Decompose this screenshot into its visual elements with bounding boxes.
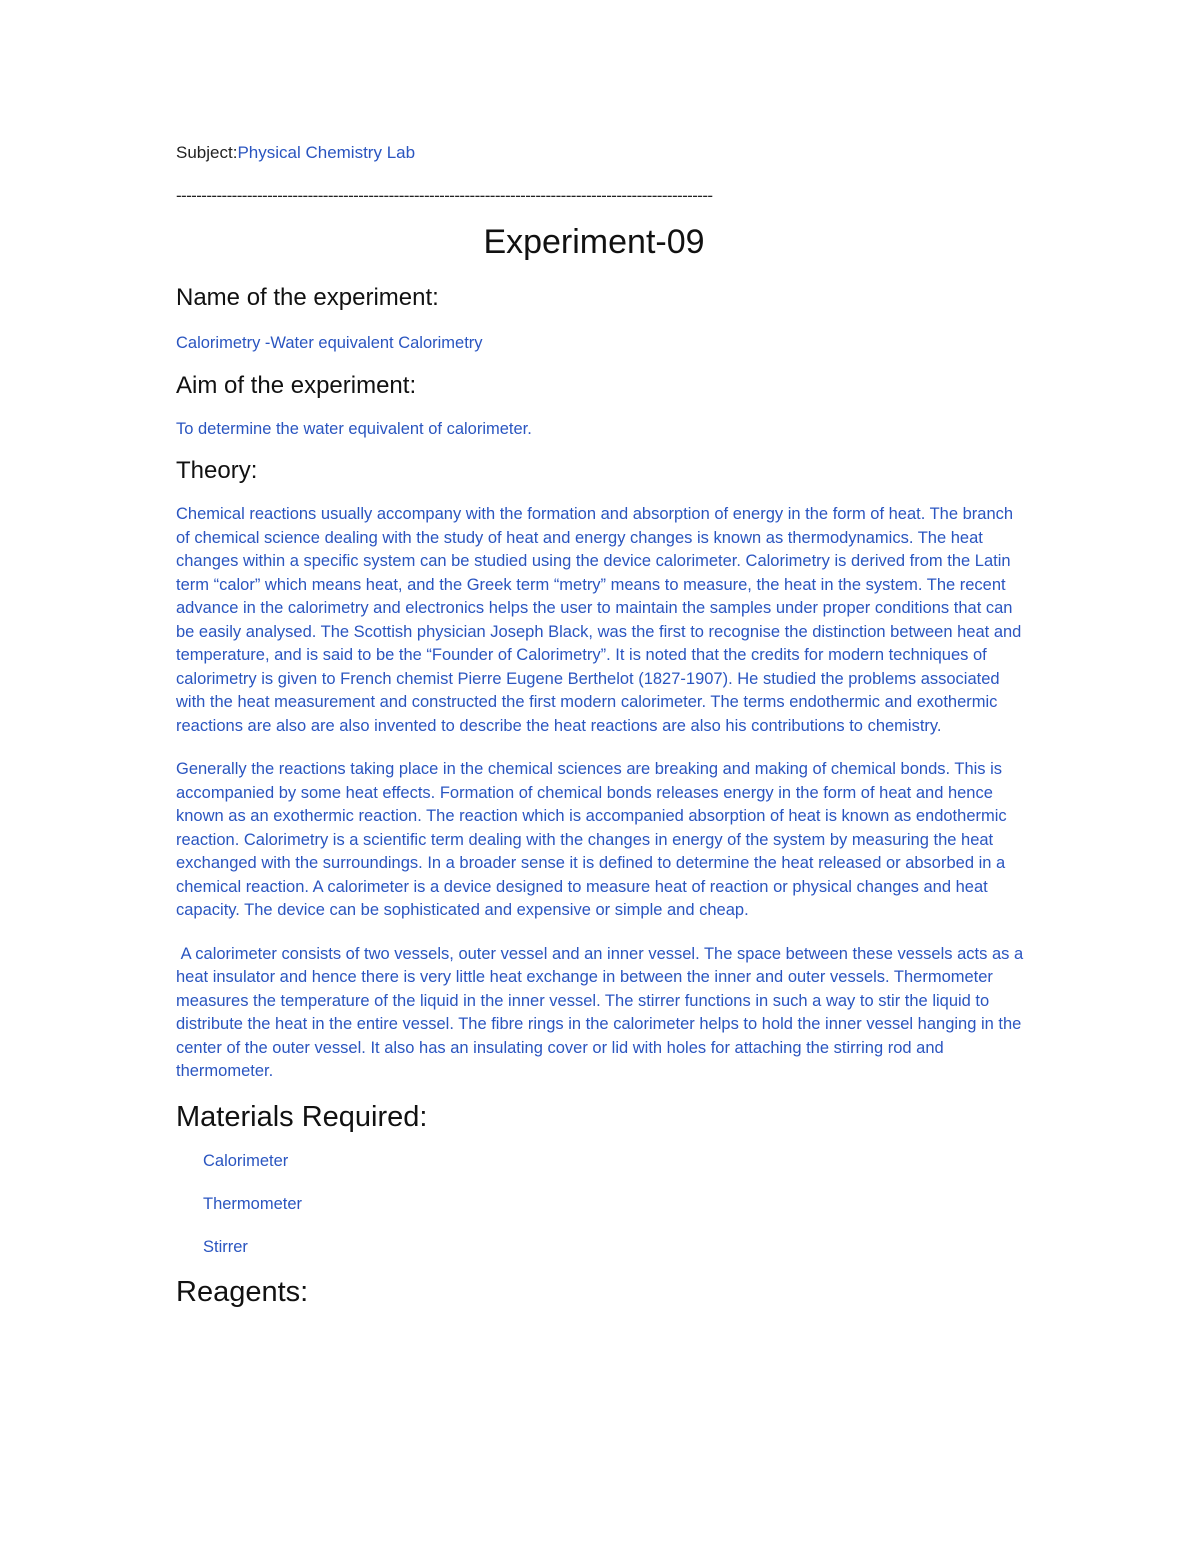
materials-heading: Materials Required: (176, 1100, 428, 1133)
theory-paragraph: Generally the reactions taking place in the chemical sciences are breaking and making of chemical bonds. This is accompanied by some heat effects. Formation of chemical bonds releases energy in the form of heat and hence known as an exothermic reaction. The reaction which is accompanied absorption of heat is known as endothermic reaction. Calorimetry is a scientific term dealing with the changes in energy of the system by measuring the heat exchanged with the surroundings. In a broader sense it is defined to determine the heat released or absorbed in a chemical reaction. A calorimeter is a device designed to measure heat of reaction or physical changes and heat capacity. The device can be sophisticated and expensive or simple and cheap. (176, 760, 1007, 919)
aim-text: To determine the water equivalent of calorimeter. (176, 419, 532, 438)
experiment-title: Experiment-09 (483, 223, 705, 261)
dashed-divider: ---------------------------------------------------------------------------------------------------------- (176, 186, 713, 205)
material-item: Stirrer (203, 1237, 248, 1256)
subject-value: Physical Chemistry Lab (237, 143, 416, 162)
theory-heading: Theory: (176, 457, 258, 484)
document-page (176, 140, 1026, 1311)
name-text: Calorimetry -Water equivalent Calorimetry (176, 334, 483, 352)
aim-heading: Aim of the experiment: (176, 371, 417, 399)
reagents-heading: Reagents: (176, 1275, 309, 1308)
material-item: Thermometer (203, 1194, 303, 1213)
subject-line (176, 140, 1026, 166)
theory-paragraph: A calorimeter consists of two vessels, outer vessel and an inner vessel. The space between these vessels acts as a heat insulator and hence there is very little heat exchange in between the inner and outer vessels. Thermometer measures the temperature of the liquid in the inner vessel. The stirrer functions in such a way to stir the liquid to distribute the heat in the entire vessel. The fibre rings in the calorimeter helps to hold the inner vessel hanging in the center of the outer vessel. It also has an insulating cover or lid with holes for attaching the stirring rod and thermometer. (176, 944, 1028, 1080)
name-heading: Name of the experiment: (176, 284, 439, 311)
subject-label: Subject: (176, 143, 238, 162)
material-item: Calorimeter (203, 1151, 289, 1170)
theory-paragraph: Chemical reactions usually accompany with the formation and absorption of energy in the form of heat. The branch of chemical science dealing with the study of heat and energy changes is known as thermodynamics. The heat changes within a specific system can be studied using the device calorimeter. Calorimetry is derived from the Latin term “calor” which means heat, and the Greek term “metry” means to measure, the heat in the system. The recent advance in the calorimetry and electronics helps the user to maintain the samples under proper conditions that can be easily analysed. The Scottish physician Joseph Black, was the first to recognise the distinction between heat and temperature, and is said to be the “Founder of Calorimetry”. It is noted that the credits for modern techniques of calorimetry is given to French chemist Pierre Eugene Berthelot (1827-1907). He studied the problems associated with the heat measurement and constructed the first modern calorimeter. The terms endothermic and exothermic reactions are also are also invented to describe the heat reactions are also his contributions to chemistry. (176, 505, 1022, 735)
